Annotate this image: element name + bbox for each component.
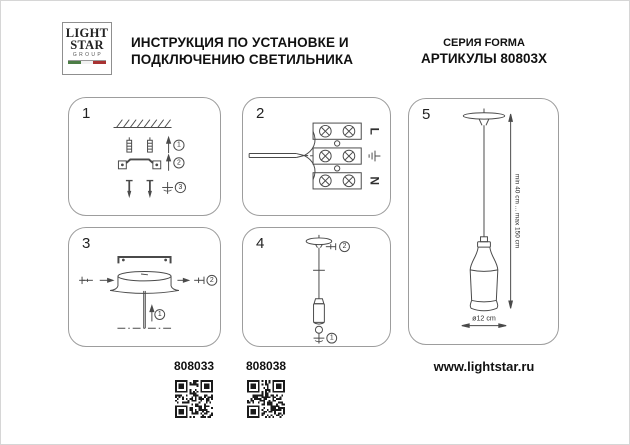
page-title (131, 35, 361, 68)
suspension-cord (313, 248, 325, 299)
screw-icon (79, 277, 93, 284)
qr-code-808038 (247, 380, 285, 418)
logo-word-light: LIGHT (65, 26, 109, 40)
neutral-label: N (367, 176, 381, 186)
step-4-drawing-pendant-assembly (243, 228, 390, 346)
svg-text:1: 1 (157, 311, 162, 319)
up-arrow-icon (150, 306, 154, 322)
lightstar-logo (62, 22, 112, 75)
canopy-cup (110, 271, 179, 293)
callout-2 (207, 275, 217, 285)
diameter-dimension-line (462, 324, 506, 328)
suspension-rod (144, 291, 146, 328)
screw-icon (147, 181, 154, 197)
step-1-panel (68, 97, 221, 216)
step-1-drawing-hardware (69, 98, 220, 215)
canopy-disc (306, 235, 332, 248)
diameter-dimension-label: ø12 cm (472, 314, 496, 323)
ground-symbol (369, 151, 380, 162)
article-numbers: АРТИКУЛЫ 80803X (421, 51, 547, 66)
title-line-2: ПОДКЛЮЧЕНИЮ СВЕТИЛЬНИКА (131, 51, 354, 67)
mounting-bracket-icon (118, 159, 160, 168)
step-5-panel (408, 98, 559, 345)
step-3-number: 3 (82, 235, 91, 252)
logo-word-star: STAR (70, 37, 104, 52)
callout-3 (175, 182, 185, 192)
italian-flag-stripe (68, 60, 106, 64)
svg-text:2: 2 (209, 276, 214, 284)
step-2-panel (242, 97, 391, 216)
step-1-number: 1 (82, 105, 91, 122)
svg-text:1: 1 (176, 141, 181, 149)
series-name: СЕРИЯ FORMA (443, 37, 525, 49)
mounting-bracket-icon (118, 257, 170, 263)
dowel-anchor-icon (148, 137, 153, 152)
callout-2 (340, 242, 350, 252)
right-arrow-icon (177, 278, 188, 282)
series-block (404, 37, 564, 66)
live-label: L (367, 127, 381, 135)
callout-1 (174, 140, 184, 150)
svg-text:1: 1 (329, 334, 334, 342)
qr-code-808033 (175, 380, 213, 418)
lamp-holder (314, 299, 325, 324)
right-arrow-icon (100, 278, 113, 282)
step-2-number: 2 (256, 105, 265, 122)
title-line-1: ИНСТРУКЦИЯ ПО УСТАНОВКЕ И (131, 35, 349, 50)
logo-word-group: GROUP (72, 52, 104, 58)
step-2-drawing-wiring (243, 98, 390, 215)
website-url: www.lightstar.ru (433, 359, 535, 374)
lamp-shade (470, 237, 498, 311)
up-arrow-icon (167, 137, 171, 153)
bulb-icon (315, 326, 322, 333)
product-code-808033: 808033 (174, 359, 215, 373)
dowel-anchor-icon (127, 137, 132, 152)
screwdriver-cross-icon (314, 333, 325, 344)
up-arrow-icon (167, 155, 171, 171)
svg-text:2: 2 (176, 159, 181, 167)
callout-1 (155, 310, 165, 320)
step-4-number: 4 (256, 235, 265, 252)
height-dimension-label: min 40 cm ... max 150 cm (513, 173, 521, 249)
terminal-block (313, 148, 361, 164)
svg-text:3: 3 (178, 183, 183, 191)
step-3-drawing-canopy (69, 228, 220, 346)
screwdriver-cross-icon (162, 182, 173, 194)
screw-icon (126, 181, 133, 197)
step-4-panel (242, 227, 391, 347)
callout-1 (327, 333, 337, 343)
callout-2 (174, 158, 184, 168)
screw-icon (194, 277, 204, 284)
terminal-hole (334, 141, 339, 146)
product-code-808038: 808038 (246, 359, 287, 373)
terminal-hole (334, 166, 339, 171)
step-5-drawing-assembled-lamp (409, 99, 558, 344)
svg-text:2: 2 (342, 243, 347, 251)
step-3-panel (68, 227, 221, 347)
canopy-disc (463, 109, 504, 126)
terminal-block (313, 173, 361, 189)
supply-cable (249, 154, 304, 158)
terminal-block (313, 123, 361, 139)
step-5-number: 5 (422, 106, 431, 123)
height-dimension-line (509, 114, 513, 308)
